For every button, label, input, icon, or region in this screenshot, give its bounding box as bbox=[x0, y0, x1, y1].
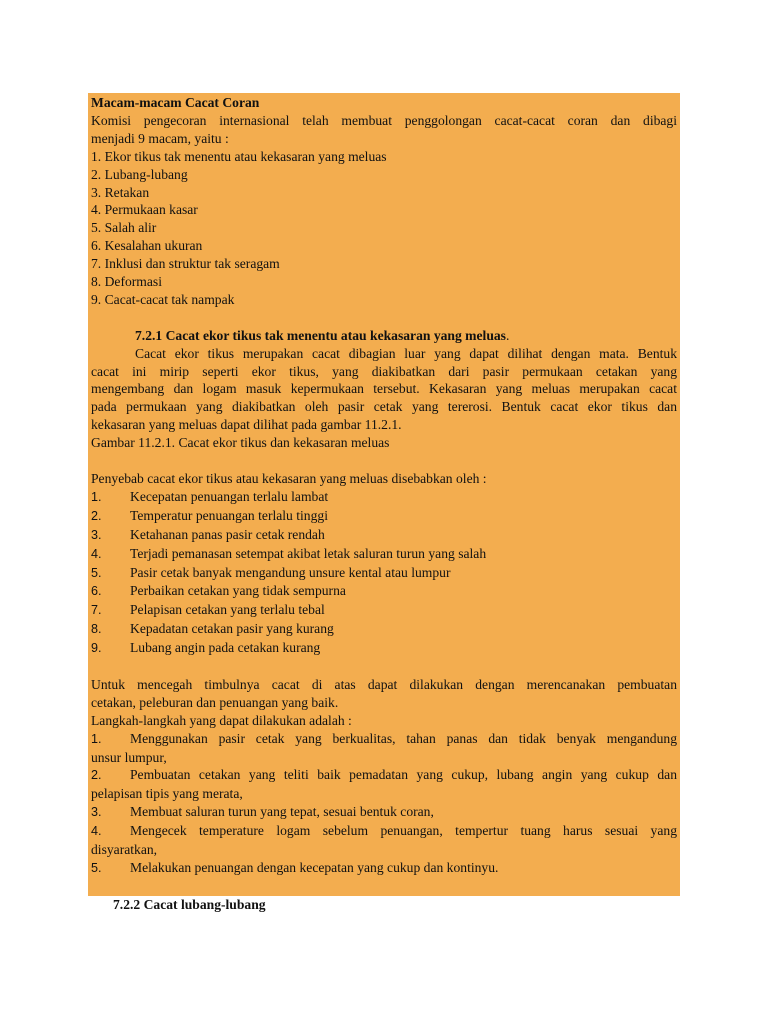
section-heading bbox=[91, 327, 677, 345]
cause-text: Kepadatan cetakan pasir yang kurang bbox=[130, 621, 334, 637]
cause-text: Kecepatan penuangan terlalu lambat bbox=[130, 488, 329, 504]
cause-text: Ketahanan panas pasir cetak rendah bbox=[130, 526, 325, 542]
defect-item: 1. Ekor tikus tak menentu atau kekasaran yang meluas bbox=[91, 148, 387, 164]
defect-item: 2. Lubang-lubang bbox=[91, 166, 188, 182]
cause-number: 9. bbox=[91, 641, 102, 656]
cause-item bbox=[91, 488, 677, 507]
document-title: Macam-macam Cacat Coran bbox=[91, 95, 260, 110]
section-heading-text: 7.2.1 Cacat ekor tikus tak menentu atau kekasaran yang meluas bbox=[135, 327, 506, 343]
step-item bbox=[91, 822, 677, 841]
causes-intro: Penyebab cacat ekor tikus atau kekasaran yang meluas disebabkan oleh : bbox=[91, 471, 487, 486]
paragraph-line: cacat ini mirip seperti ekor tikus, yang diakibatkan dari pasir permukaan cetakan yang bbox=[91, 363, 677, 379]
cause-number: 7. bbox=[91, 603, 102, 618]
cause-item bbox=[91, 564, 677, 583]
cause-text: Temperatur penuangan terlalu tinggi bbox=[130, 507, 328, 523]
spacer bbox=[91, 309, 677, 327]
defect-item: 6. Kesalahan ukuran bbox=[91, 238, 203, 254]
spacer bbox=[91, 878, 677, 896]
cause-item bbox=[91, 582, 677, 601]
cause-number: 6. bbox=[91, 584, 102, 599]
step-item bbox=[91, 803, 677, 822]
paragraph-line: pada permukaan yang diakibatkan oleh pasir cetak yang tererosi. Bentuk cacat ekor tikus dan bbox=[91, 399, 677, 415]
defect-item: 8. Deformasi bbox=[91, 274, 162, 290]
paragraph-line: mengembang dan logam masuk kepermukaan tersebut. Kekasaran yang meluas merupakan cacat bbox=[91, 381, 677, 397]
cause-number: 4. bbox=[91, 546, 102, 561]
section-heading-suffix: . bbox=[505, 327, 510, 343]
cause-number: 3. bbox=[91, 527, 102, 542]
cause-number: 8. bbox=[91, 622, 102, 637]
step-number: 1. bbox=[91, 731, 102, 746]
cause-text: Perbaikan cetakan yang tidak sempurna bbox=[130, 583, 346, 599]
prevent-line: cetakan, peleburan dan penuangan yang baik. bbox=[91, 694, 339, 710]
defect-item: 3. Retakan bbox=[91, 184, 150, 200]
cause-number: 2. bbox=[91, 508, 102, 523]
step-item bbox=[91, 766, 677, 785]
spacer bbox=[91, 452, 677, 470]
step-item bbox=[91, 730, 677, 749]
cause-text: Pelapisan cetakan yang terlalu tebal bbox=[130, 602, 325, 618]
step-text: Pembuatan cetakan yang teliti baik pemadatan yang cukup, lubang angin yang cukup dan bbox=[130, 767, 677, 783]
defect-item: 7. Inklusi dan struktur tak seragam bbox=[91, 256, 280, 272]
defect-item: 5. Salah alir bbox=[91, 220, 157, 236]
cause-item bbox=[91, 620, 677, 639]
step-text: Menggunakan pasir cetak yang berkualitas, tahan panas dan tidak benyak mengandung bbox=[130, 730, 677, 746]
step-text: Membuat saluran turun yang tepat, sesuai bentuk coran, bbox=[130, 804, 434, 820]
cause-text: Terjadi pemanasan setempat akibat letak saluran turun yang salah bbox=[130, 545, 487, 561]
cause-item bbox=[91, 526, 677, 545]
cause-number: 1. bbox=[91, 489, 102, 504]
document-page bbox=[88, 93, 680, 912]
step-item bbox=[91, 859, 677, 878]
intro-line: menjadi 9 macam, yaitu : bbox=[91, 130, 229, 146]
prevent-line: Untuk mencegah timbulnya cacat di atas dapat dilakukan dengan merencanakan pembuatan bbox=[91, 676, 677, 692]
defect-item: 9. Cacat-cacat tak nampak bbox=[91, 291, 235, 307]
cause-number: 5. bbox=[91, 565, 102, 580]
paragraph-line: kekasaran yang meluas dapat dilihat pada gambar 11.2.1. bbox=[91, 417, 402, 433]
figure-caption: Gambar 11.2.1. Cacat ekor tikus dan kekasaran meluas bbox=[91, 435, 390, 451]
step-number: 2. bbox=[91, 768, 102, 783]
step-number: 4. bbox=[91, 824, 102, 839]
cause-item bbox=[91, 507, 677, 526]
step-text: Mengecek temperature logam sebelum penuangan, tempertur tuang harus sesuai yang bbox=[130, 823, 677, 839]
step-continuation: disyaratkan, bbox=[91, 842, 158, 858]
step-text: Melakukan penuangan dengan kecepatan yang cukup dan kontinyu. bbox=[130, 860, 499, 876]
paragraph-line: Cacat ekor tikus merupakan cacat dibagian luar yang dapat dilihat dengan mata. Bentuk bbox=[135, 345, 677, 361]
step-number: 3. bbox=[91, 805, 102, 820]
section-heading-2: 7.2.2 Cacat lubang-lubang bbox=[113, 896, 266, 912]
steps-intro: Langkah-langkah yang dapat dilakukan adalah : bbox=[91, 712, 352, 728]
cause-item bbox=[91, 601, 677, 620]
cause-text: Pasir cetak banyak mengandung unsure kental atau lumpur bbox=[130, 564, 451, 580]
step-continuation: pelapisan tipis yang merata, bbox=[91, 786, 243, 802]
spacer bbox=[91, 658, 677, 676]
step-number: 5. bbox=[91, 861, 102, 876]
cause-item bbox=[91, 639, 677, 658]
step-continuation: unsur lumpur, bbox=[91, 749, 167, 765]
cause-item bbox=[91, 545, 677, 564]
intro-line: Komisi pengecoran internasional telah membuat penggolongan cacat-cacat coran dan dibagi bbox=[91, 112, 677, 128]
defect-item: 4. Permukaan kasar bbox=[91, 202, 198, 218]
cause-text: Lubang angin pada cetakan kurang bbox=[130, 640, 321, 656]
